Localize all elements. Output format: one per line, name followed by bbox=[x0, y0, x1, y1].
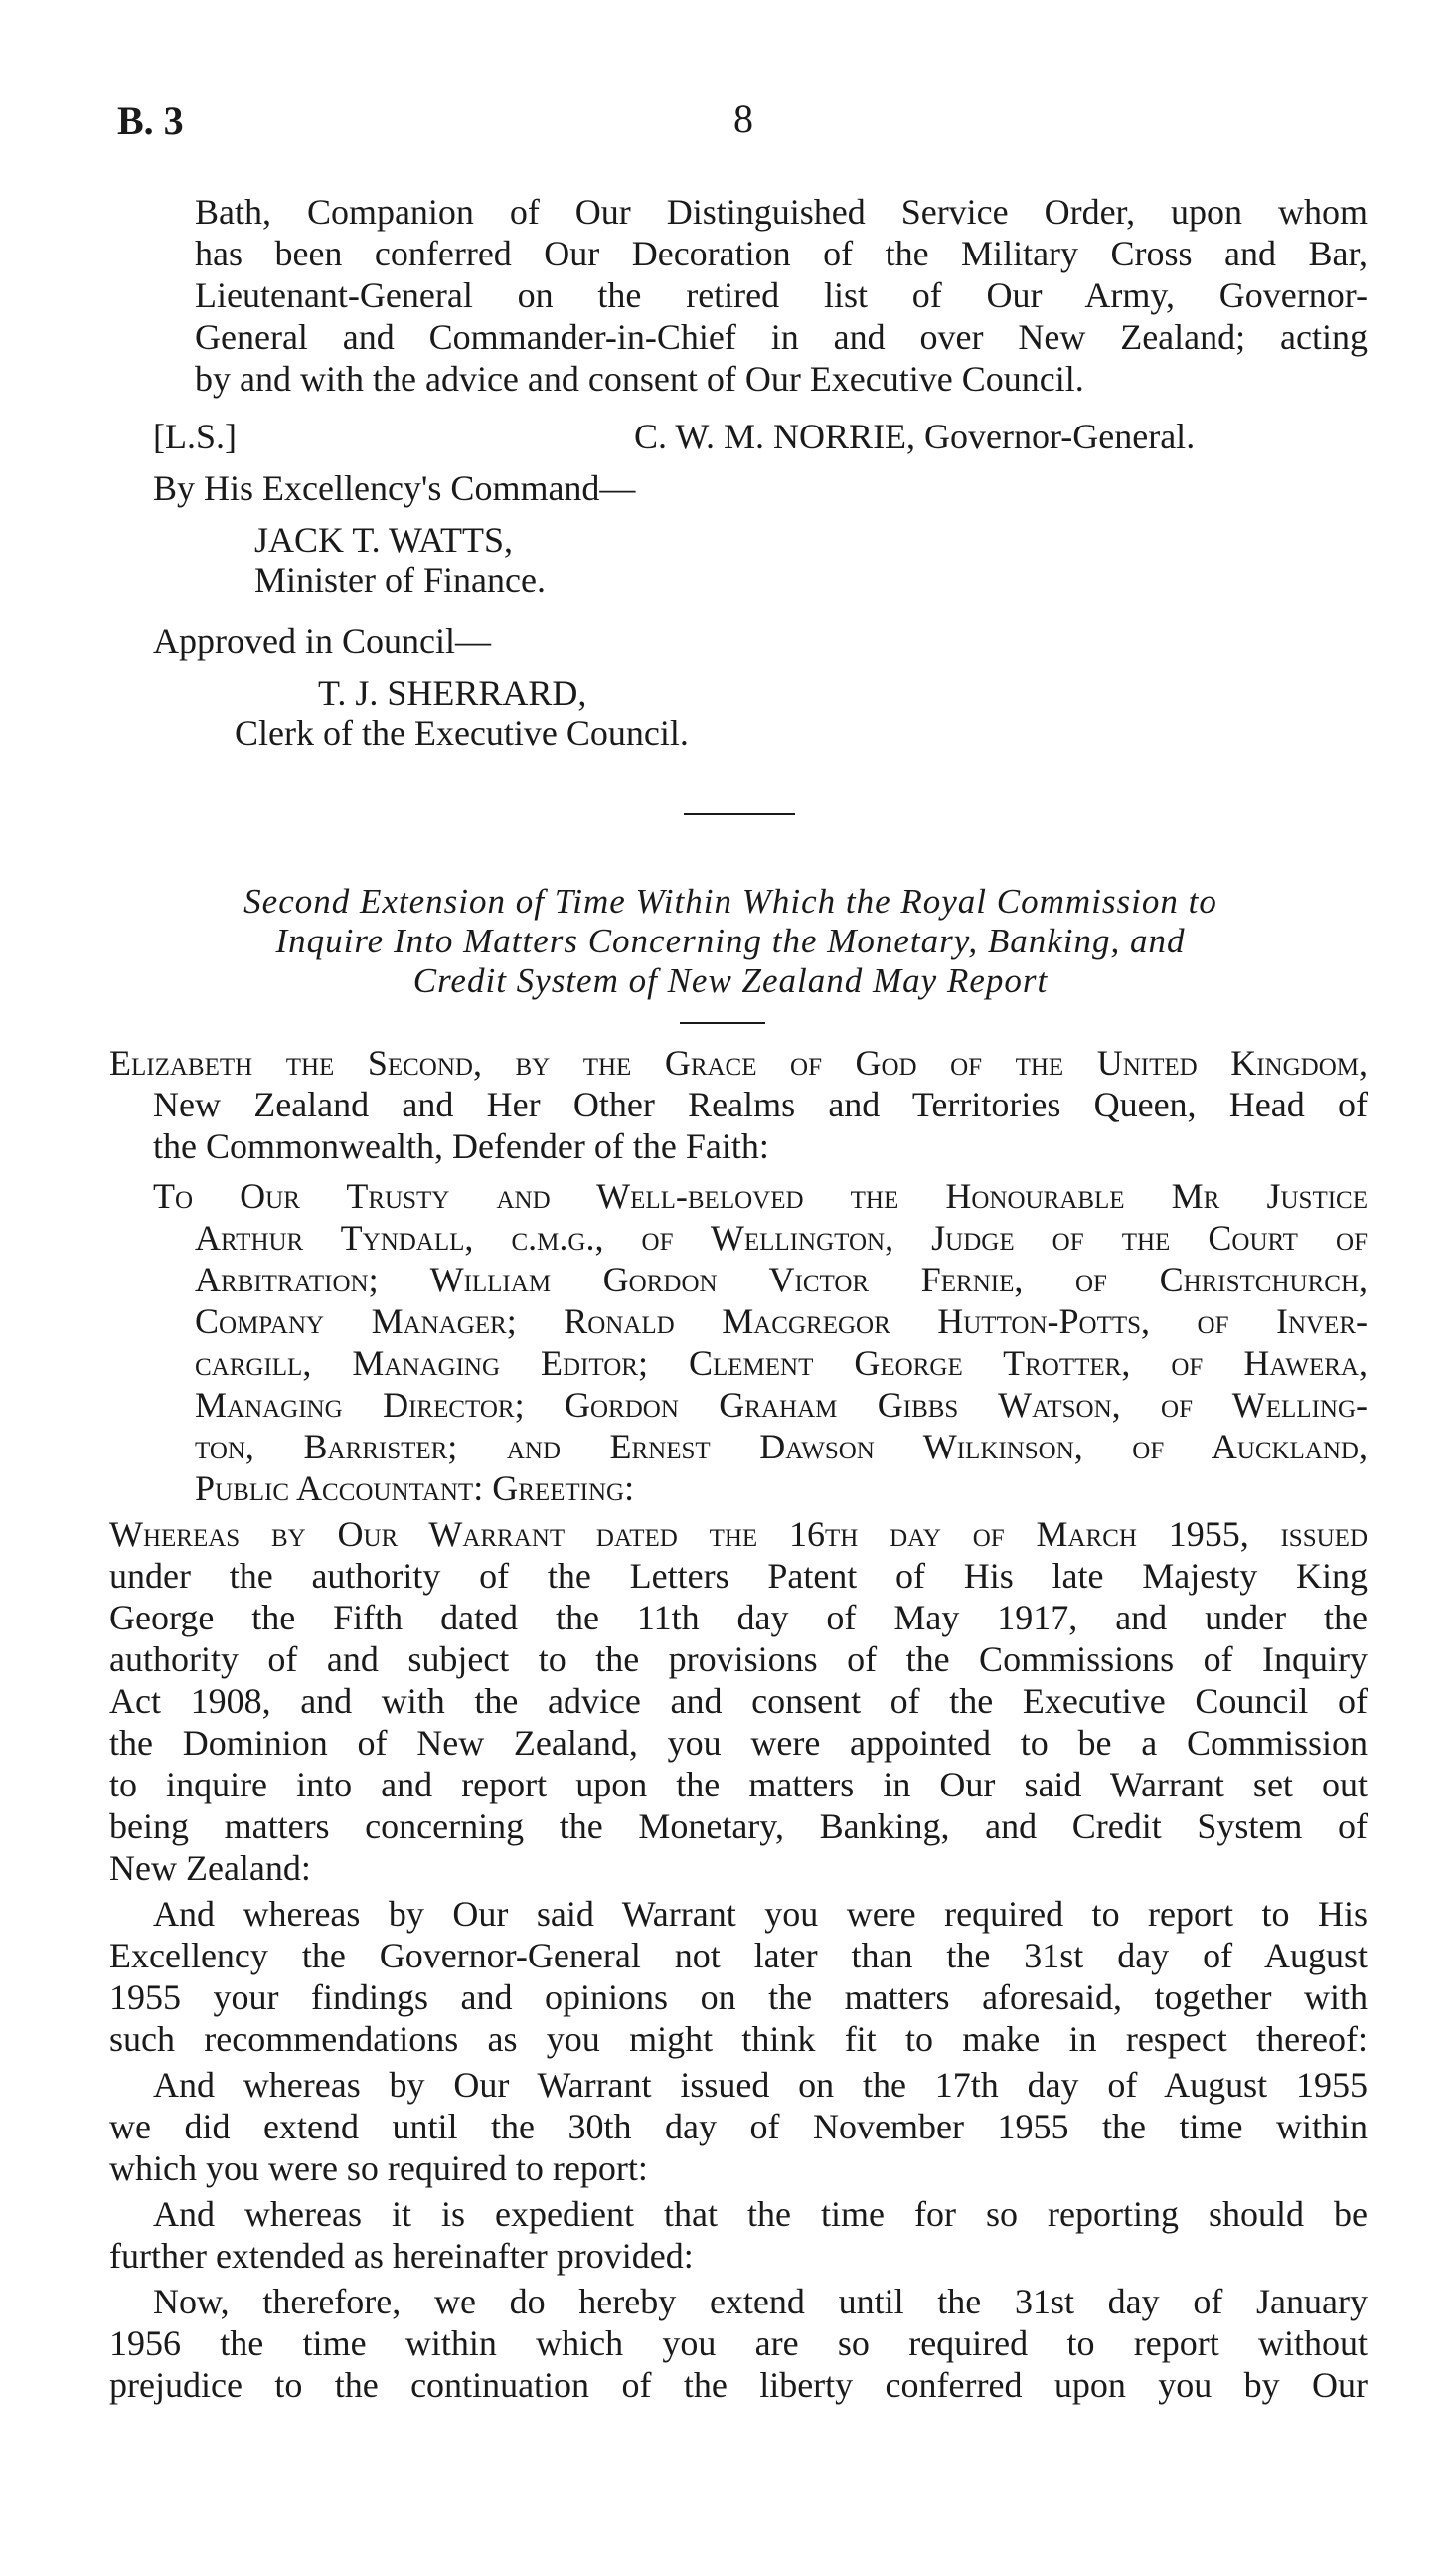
text-line: cargill, Managing Editor; Clement George Trotter, of Hawera, bbox=[195, 1343, 1368, 1383]
text-line: Now, therefore, we do hereby extend until the 31st day of January bbox=[153, 2282, 1368, 2321]
text-line: which you were so required to report: bbox=[109, 2148, 648, 2188]
text-line: Managing Director; Gordon Graham Gibbs Watson, of Welling- bbox=[195, 1385, 1368, 1425]
text-line: has been conferred Our Decoration of the Military Cross and Bar, bbox=[195, 234, 1368, 273]
text-line: Act 1908, and with the advice and consent of the Executive Council of bbox=[109, 1681, 1368, 1721]
section-title-line: Credit System of New Zealand May Report bbox=[412, 961, 1049, 1000]
text-line: 1955 your findings and opinions on the matters aforesaid, together with bbox=[109, 1977, 1368, 2017]
page-number: 8 bbox=[733, 96, 753, 141]
title-underline bbox=[680, 1022, 765, 1024]
text-line: And whereas it is expedient that the time for so reporting should be bbox=[153, 2194, 1368, 2234]
section-divider bbox=[684, 813, 795, 815]
governor-signature: C. W. M. NORRIE, Governor-General. bbox=[634, 417, 1196, 456]
text-line: further extended as hereinafter provided: bbox=[109, 2236, 694, 2276]
text-line: George the Fifth dated the 11th day of May 1917, and under the bbox=[109, 1598, 1368, 1637]
text-line: Arthur Tyndall, c.m.g., of Wellington, Judge of the Court of bbox=[195, 1218, 1368, 1258]
section-title-line: Second Extension of Time Within Which the Royal Commission to bbox=[243, 882, 1217, 921]
text-line: 1956 the time within which you are so required to report without bbox=[109, 2323, 1368, 2363]
command-heading: By His Excellency's Command— bbox=[153, 468, 636, 508]
text-line: the Commonwealth, Defender of the Faith: bbox=[153, 1126, 769, 1166]
approval-heading: Approved in Council— bbox=[153, 621, 491, 661]
text-line: Whereas by Our Warrant dated the 16th day of March 1955, issued bbox=[109, 1514, 1368, 1554]
text-line: To Our Trusty and Well-beloved the Honourable Mr Justice bbox=[153, 1176, 1368, 1216]
text-line: being matters concerning the Monetary, Banking, and Credit System of bbox=[109, 1806, 1368, 1846]
section-title-line: Inquire Into Matters Concerning the Monetary, Banking, and bbox=[275, 922, 1186, 960]
text-line: by and with the advice and consent of Our Executive Council. bbox=[195, 359, 1084, 399]
text-line: we did extend until the 30th day of November 1955 the time within bbox=[109, 2107, 1368, 2146]
text-line: under the authority of the Letters Patent of His late Majesty King bbox=[109, 1556, 1368, 1596]
text-line: the Dominion of New Zealand, you were appointed to be a Commission bbox=[109, 1723, 1368, 1763]
minister-name: JACK T. WATTS, bbox=[254, 520, 514, 560]
text-line: Company Manager; Ronald Macgregor Hutton-Potts, of Inver- bbox=[195, 1301, 1368, 1341]
text-line: And whereas by Our said Warrant you were required to report to His bbox=[153, 1894, 1368, 1934]
text-line: Arbitration; William Gordon Victor Fernie, of Christchurch, bbox=[195, 1260, 1368, 1299]
clerk-name: T. J. SHERRARD, bbox=[318, 673, 587, 713]
text-line: Excellency the Governor-General not later than the 31st day of August bbox=[109, 1936, 1368, 1975]
text-line: And whereas by Our Warrant issued on the 17th day of August 1955 bbox=[153, 2065, 1368, 2105]
text-line: Public Accountant: Greeting: bbox=[195, 1468, 635, 1508]
document-reference: B. 3 bbox=[117, 98, 184, 143]
text-line: to inquire into and report upon the matters in Our said Warrant set out bbox=[109, 1765, 1368, 1804]
text-line: authority of and subject to the provisions of the Commissions of Inquiry bbox=[109, 1639, 1368, 1679]
text-line: ton, Barrister; and Ernest Dawson Wilkinson, of Auckland, bbox=[195, 1427, 1368, 1466]
text-line: Elizabeth the Second, by the Grace of God of the United Kingdom, bbox=[109, 1043, 1368, 1083]
clerk-title: Clerk of the Executive Council. bbox=[235, 713, 689, 753]
text-line: prejudice to the continuation of the liberty conferred upon you by Our bbox=[109, 2365, 1368, 2405]
text-line: General and Commander-in-Chief in and over New Zealand; acting bbox=[195, 317, 1368, 357]
text-line: New Zealand: bbox=[109, 1848, 311, 1888]
minister-title: Minister of Finance. bbox=[254, 560, 546, 599]
text-line: Lieutenant-General on the retired list of Our Army, Governor- bbox=[195, 275, 1368, 315]
text-line: such recommendations as you might think fit to make in respect thereof: bbox=[109, 2019, 1368, 2059]
text-line: Bath, Companion of Our Distinguished Service Order, upon whom bbox=[195, 192, 1368, 232]
seal-mark: [L.S.] bbox=[153, 417, 237, 456]
text-line: New Zealand and Her Other Realms and Territories Queen, Head of bbox=[153, 1085, 1368, 1124]
